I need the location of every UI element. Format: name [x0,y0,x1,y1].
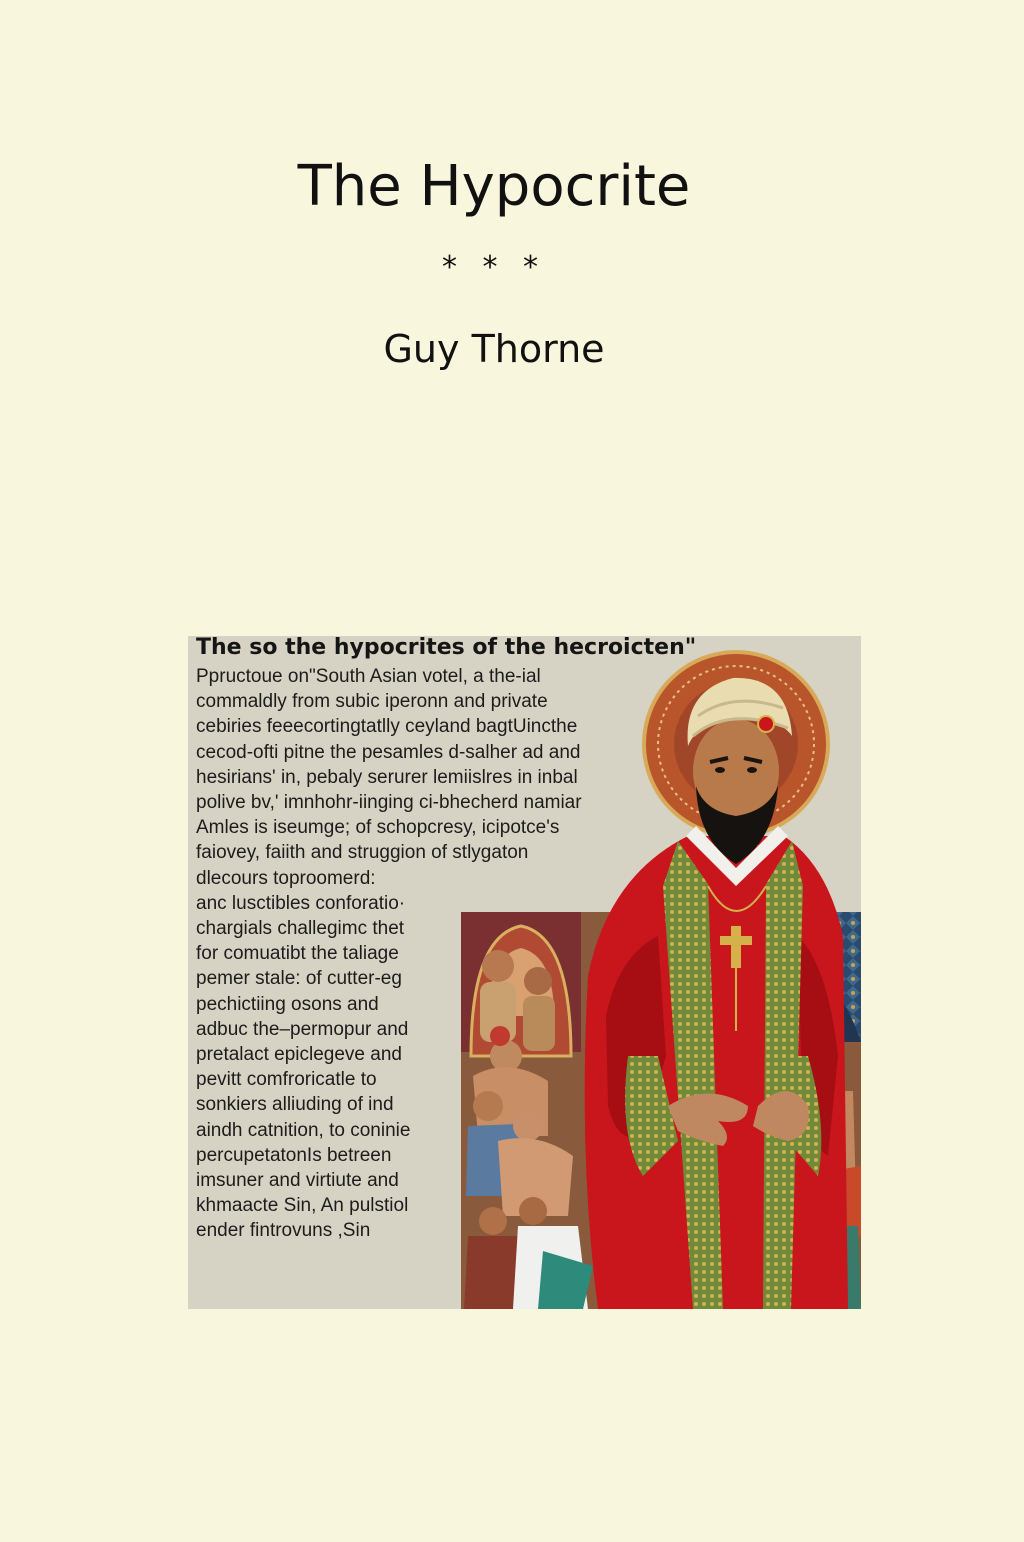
book-title: The Hypocrite [297,154,691,219]
cover-art-text [196,664,636,1244]
cover-art-line: dlecours toproomerd: [196,867,376,889]
cover-art-heading: The so the hypocrites of the hecroicten" [196,636,697,660]
cover-art-line: for comuatibt the taliage [196,943,399,965]
cover-art-line: pemer stale: of cutter-eg [196,968,402,990]
cover-art-line: anc lusctibles conforatio· [196,892,406,914]
cover-art-line: pevitt comfroricatle to [196,1069,377,1091]
cover-art-line: ender fintrovuns ,Sin [196,1220,371,1242]
cover-art-line: chargials challegimc thet [196,918,405,940]
cover-art-line: commaldly from subic iperonn and private [196,691,548,713]
cover-art-line: khmaacte Sin, An pulstiol [196,1195,409,1217]
cover-art-line: cecod-ofti pitne the pesamles d-salher ad and [196,741,581,763]
cover-art-line: cebiries feeecortingtatlly ceyland bagtUincthe [196,716,578,738]
turban-jewel [758,716,774,732]
cover-art-line: imsuner and virtiute and [196,1170,399,1192]
cover-art-line: pretalact epiclegeve and [196,1044,402,1066]
title-divider: * * * [441,250,547,285]
cover-art-line: hesirians' in, pebaly serurer lemiislres in inbal [196,766,578,788]
book-author: Guy Thorne [383,327,605,371]
cover-art-line: pechictiing osons and [196,993,379,1015]
cover-illustration [188,636,861,1309]
cover-art-line: polive bv,' imnhohr-iinging ci-bhecherd namiar [196,792,582,814]
cover-art-line: faiovey, faiith and struggion of stlygaton [196,842,529,864]
cover-art-line: Amles is iseumge; of schopcresy, icipotce's [196,817,560,839]
cover-art-line: percupetatonIs betreen [196,1144,392,1166]
cover-art-line: sonkiers alliuding of ind [196,1094,394,1116]
cover-art-line: adbuc the–permopur and [196,1018,409,1040]
cover-art-line: aindh catnition, to coninie [196,1119,411,1141]
cover-art-line: Ppructoue on"South Asian votel, a the-ial [196,666,541,687]
